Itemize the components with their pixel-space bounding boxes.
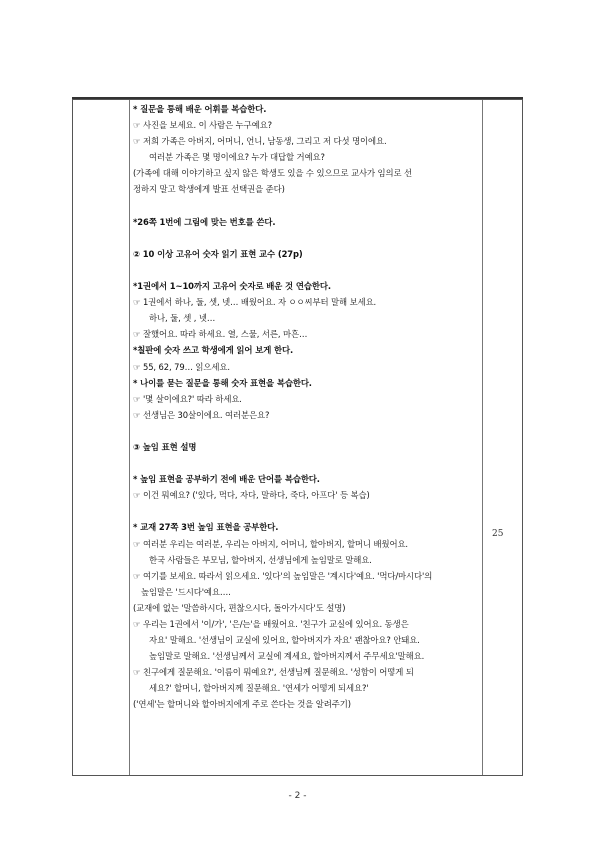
content-line: 높임말은 '드시다'예요…. — [141, 586, 231, 597]
section-heading: ② 10 이상 고유어 숫자 읽기 표현 교수 (27p) — [133, 248, 303, 259]
blank-line — [133, 198, 479, 214]
content-line: *칠판에 숫자 쓰고 학생에게 읽어 보게 한다. — [133, 345, 294, 356]
content-line: * 질문을 통해 배운 어휘를 복습한다. — [133, 104, 267, 114]
content-line: * 교재 27쪽 3번 높임 표현을 공부한다. — [133, 522, 279, 533]
page-number: - 2 - — [288, 791, 307, 801]
content-line: ☞ '몇 살이에요?' 따라 하세요. — [133, 393, 242, 404]
time-minutes: 25 — [492, 529, 504, 539]
content-line: ☞ 55, 62, 79… 읽으세요. — [133, 361, 230, 372]
content-line: (교재에 없는 '말씀하시다, 편찮으시다, 돌아가시다'도 설명) — [133, 602, 346, 613]
content-line: ☞ 사진을 보세요. 이 사람은 누구예요? — [133, 120, 272, 131]
content-line: 한국 사람들은 부모님, 할아버지, 선생님에게 높임말로 말해요. — [149, 554, 372, 565]
content-line: ☞ 친구에게 질문해요. '이름이 뭐예요?', 선생님께 질문해요. '성함이 어떻게 되 — [133, 667, 414, 678]
content-line: ☞ 이건 뭐예요? ('있다, 먹다, 자다, 말하다, 죽다, 아프다' 등 복습) — [133, 490, 370, 501]
content-line: 하나, 둘, 셋 , 넷… — [149, 313, 216, 324]
section-heading: ③ 높임 표현 설명 — [133, 441, 197, 452]
content-line: 정하지 말고 학생에게 발표 선택권을 준다) — [133, 184, 285, 195]
content-line: 높임말로 말해요. '선생님께서 교실에 계세요, 할아버지께서 주무세요'말해요. — [149, 651, 425, 662]
blank-line — [133, 423, 479, 439]
blank-line — [133, 503, 479, 519]
content-line: (가족에 대해 이야기하고 싶지 않은 학생도 있을 수 있으므로 교사가 임의로 선 — [133, 168, 413, 179]
blank-line — [133, 230, 479, 246]
content-line: ☞ 1권에서 하나, 둘, 셋, 넷… 배웠어요. 자 ㅇㅇ씨부터 말해 보세요. — [133, 297, 377, 308]
content-line: ☞ 잘했어요. 따라 하세요. 열, 스물, 서른, 마흔… — [133, 329, 308, 340]
column-divider-left — [129, 100, 130, 775]
content-line: *26쪽 1번에 그림에 맞는 번호를 쓴다. — [133, 216, 276, 227]
lesson-content-cell — [133, 101, 479, 713]
content-line: ☞ 여기를 보세요. 따라서 읽으세요. '있다'의 높임말은 '계시다'예요. '먹다/마시다'의 — [133, 570, 433, 581]
content-line: 자요' 말해요. '선생님이 교실에 있어요, 할아버지가 자요' 괜찮아요? 안돼요. — [149, 635, 420, 646]
content-line: 여러분 가족은 몇 명이에요? 누가 대답할 거예요? — [149, 152, 325, 163]
content-line: ☞ 저희 가족은 아버지, 어머니, 언니, 남동생, 그리고 저 다섯 명이에요. — [133, 136, 387, 147]
blank-line — [133, 262, 479, 278]
column-divider-right — [482, 100, 483, 775]
content-line: ☞ 여러분 우리는 여러분, 우리는 아버지, 어머니, 할아버지, 할머니 배웠어요. — [133, 538, 408, 549]
content-line: ☞ 우리는 1권에서 '이/가', '은/는'을 배웠어요. '친구가 교실에 있어요. 동생은 — [133, 619, 409, 629]
content-line: * 나이를 묻는 질문을 통해 숫자 표현을 복습한다. — [133, 377, 312, 388]
content-line: * 높임 표현을 공부하기 전에 배운 단어를 복습한다. — [133, 474, 320, 485]
content-line: *1권에서 1~10까지 고유어 숫자로 배운 것 연습한다. — [133, 281, 331, 292]
content-line: ☞ 선생님은 30살이에요. 여러분은요? — [133, 409, 270, 420]
blank-line — [133, 455, 479, 471]
content-line: 세요?' 할머니, 할아버지께 질문해요. '연세가 어떻게 되세요?' — [149, 683, 369, 694]
content-line: ('연세'는 할머니와 할아버지에게 주로 쓴다는 것을 알려주기) — [133, 699, 351, 710]
